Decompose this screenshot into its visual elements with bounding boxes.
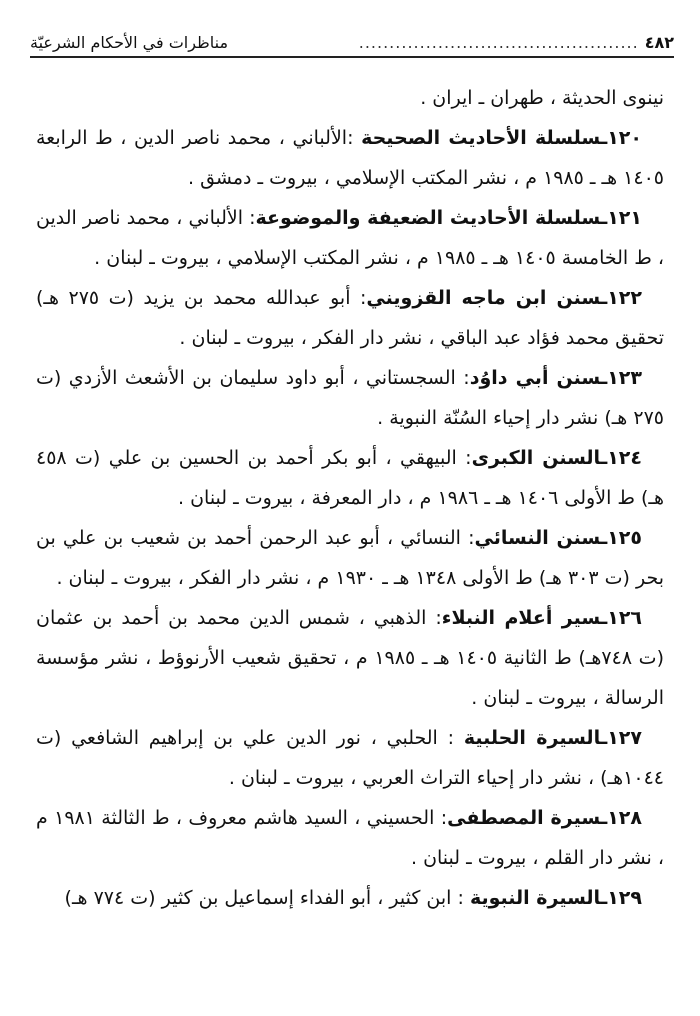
entry-title: سنن أبي داوُد xyxy=(469,367,601,389)
entry-number: ١٢٥ـ xyxy=(600,527,642,549)
bibliography-entry-123 xyxy=(36,358,664,438)
bibliography-entry-128 xyxy=(36,798,664,878)
bibliography-entry-121 xyxy=(36,198,664,278)
bibliography-entry-129 xyxy=(36,878,664,918)
entry-title: السنن الكبرى xyxy=(471,447,601,469)
entry-text: : أبو عبدالله محمد بن يزيد (ت ٢٧٥ هـ) تحقيق محمد فؤاد عبد الباقي ، نشر دار الفكر ، بيروت ـ لبنان . xyxy=(36,287,664,349)
running-title: مناظرات في الأحكام الشرعيّة xyxy=(30,33,229,52)
entry-text: : الحسيني ، السيد هاشم معروف ، ط الثالثة ١٩٨١ م ، نشر دار القلم ، بيروت ـ لبنان . xyxy=(36,807,664,869)
entry-text: : الحلبي ، نور الدين علي بن إبراهيم الشافعي (ت ١٠٤٤هـ) ، نشر دار إحياء التراث العربي ، بيروت ـ لبنان . xyxy=(36,727,664,789)
entry-number: ١٢١ـ xyxy=(600,207,642,229)
entry-title: السيرة النبوية xyxy=(469,887,601,909)
bibliography-entry-127 xyxy=(36,718,664,798)
entry-number: ١٢٩ـ xyxy=(600,887,642,909)
entry-text: :الألباني ، محمد ناصر الدين ، ط الرابعة ١٤٠٥ هـ ـ ١٩٨٥ م ، نشر المكتب الإسلامي ، بيروت ـ دمشق . xyxy=(36,127,664,189)
entry-text: : السجستاني ، أبو داود سليمان بن الأشعث الأزدي (ت ٢٧٥ هـ) نشر دار إحياء السُنّة النبوية . xyxy=(36,367,664,429)
entry-number: ١٢٤ـ xyxy=(600,447,642,469)
page-number: ٤٨٢ xyxy=(644,33,674,52)
entry-number: ١٢٨ـ xyxy=(600,807,642,829)
bibliography-entry-125 xyxy=(36,518,664,598)
entry-number: ١٢٢ـ xyxy=(600,287,642,309)
continuation-line: نينوى الحديثة ، طهران ـ ايران . xyxy=(420,87,664,109)
entry-number: ١٢٠ـ xyxy=(600,127,642,149)
bibliography-entry-124 xyxy=(36,438,664,518)
entry-title: سنن النسائي xyxy=(474,527,601,549)
entry-text: : ابن كثير ، أبو الفداء إسماعيل بن كثير (ت ٧٧٤ هـ) xyxy=(64,887,470,909)
bibliography-entry-122 xyxy=(36,278,664,358)
entry-title: سيرة المصطفى xyxy=(447,807,601,829)
entry-number: ١٢٦ـ xyxy=(600,607,643,629)
bibliography-entry-126 xyxy=(36,598,664,718)
entry-title: سير أعلام النبلاء xyxy=(441,607,601,629)
header-dot-leader: .............................................. xyxy=(358,33,639,52)
entry-title: سلسلة الأحاديث الضعيفة والموضوعة xyxy=(255,207,601,229)
entry-number: ١٢٣ـ xyxy=(600,367,642,389)
entry-text: : البيهقي ، أبو بكر أحمد بن الحسين بن علي (ت ٤٥٨ هـ) ط الأولى ١٤٠٦ هـ ـ ١٩٨٦ م ، دار المعرفة ، بيروت ـ لبنان . xyxy=(36,447,664,509)
entry-number: ١٢٧ـ xyxy=(600,727,642,749)
entry-title: السيرة الحلبية xyxy=(463,727,601,749)
page-header xyxy=(30,22,674,58)
bibliography-list xyxy=(36,78,664,918)
entry-title: سلسلة الأحاديث الصحيحة xyxy=(361,127,601,149)
entry-title: سنن ابن ماجه القزويني xyxy=(366,287,601,309)
entry-text: : الألباني ، محمد ناصر الدين ، ط الخامسة ١٤٠٥ هـ ـ ١٩٨٥ م ، نشر المكتب الإسلامي ، بيروت ـ لبنان . xyxy=(36,207,664,269)
entry-text: : النسائي ، أبو عبد الرحمن أحمد بن شعيب بن علي بن بحر (ت ٣٠٣ هـ) ط الأولى ١٣٤٨ هـ ـ ١٩٣٠ م ، نشر دار الفكر ، بيروت ـ لبنان . xyxy=(36,527,664,589)
entry-text: : الذهبي ، شمس الدين محمد بن أحمد بن عثمان (ت ٧٤٨هـ) ط الثانية ١٤٠٥ هـ ـ ١٩٨٥ م ، تحقيق شعيب الأرنوؤط ، نشر مؤسسة الرسالة ، بيروت ـ لبنان . xyxy=(36,607,664,709)
bibliography-entry-120 xyxy=(36,118,664,198)
